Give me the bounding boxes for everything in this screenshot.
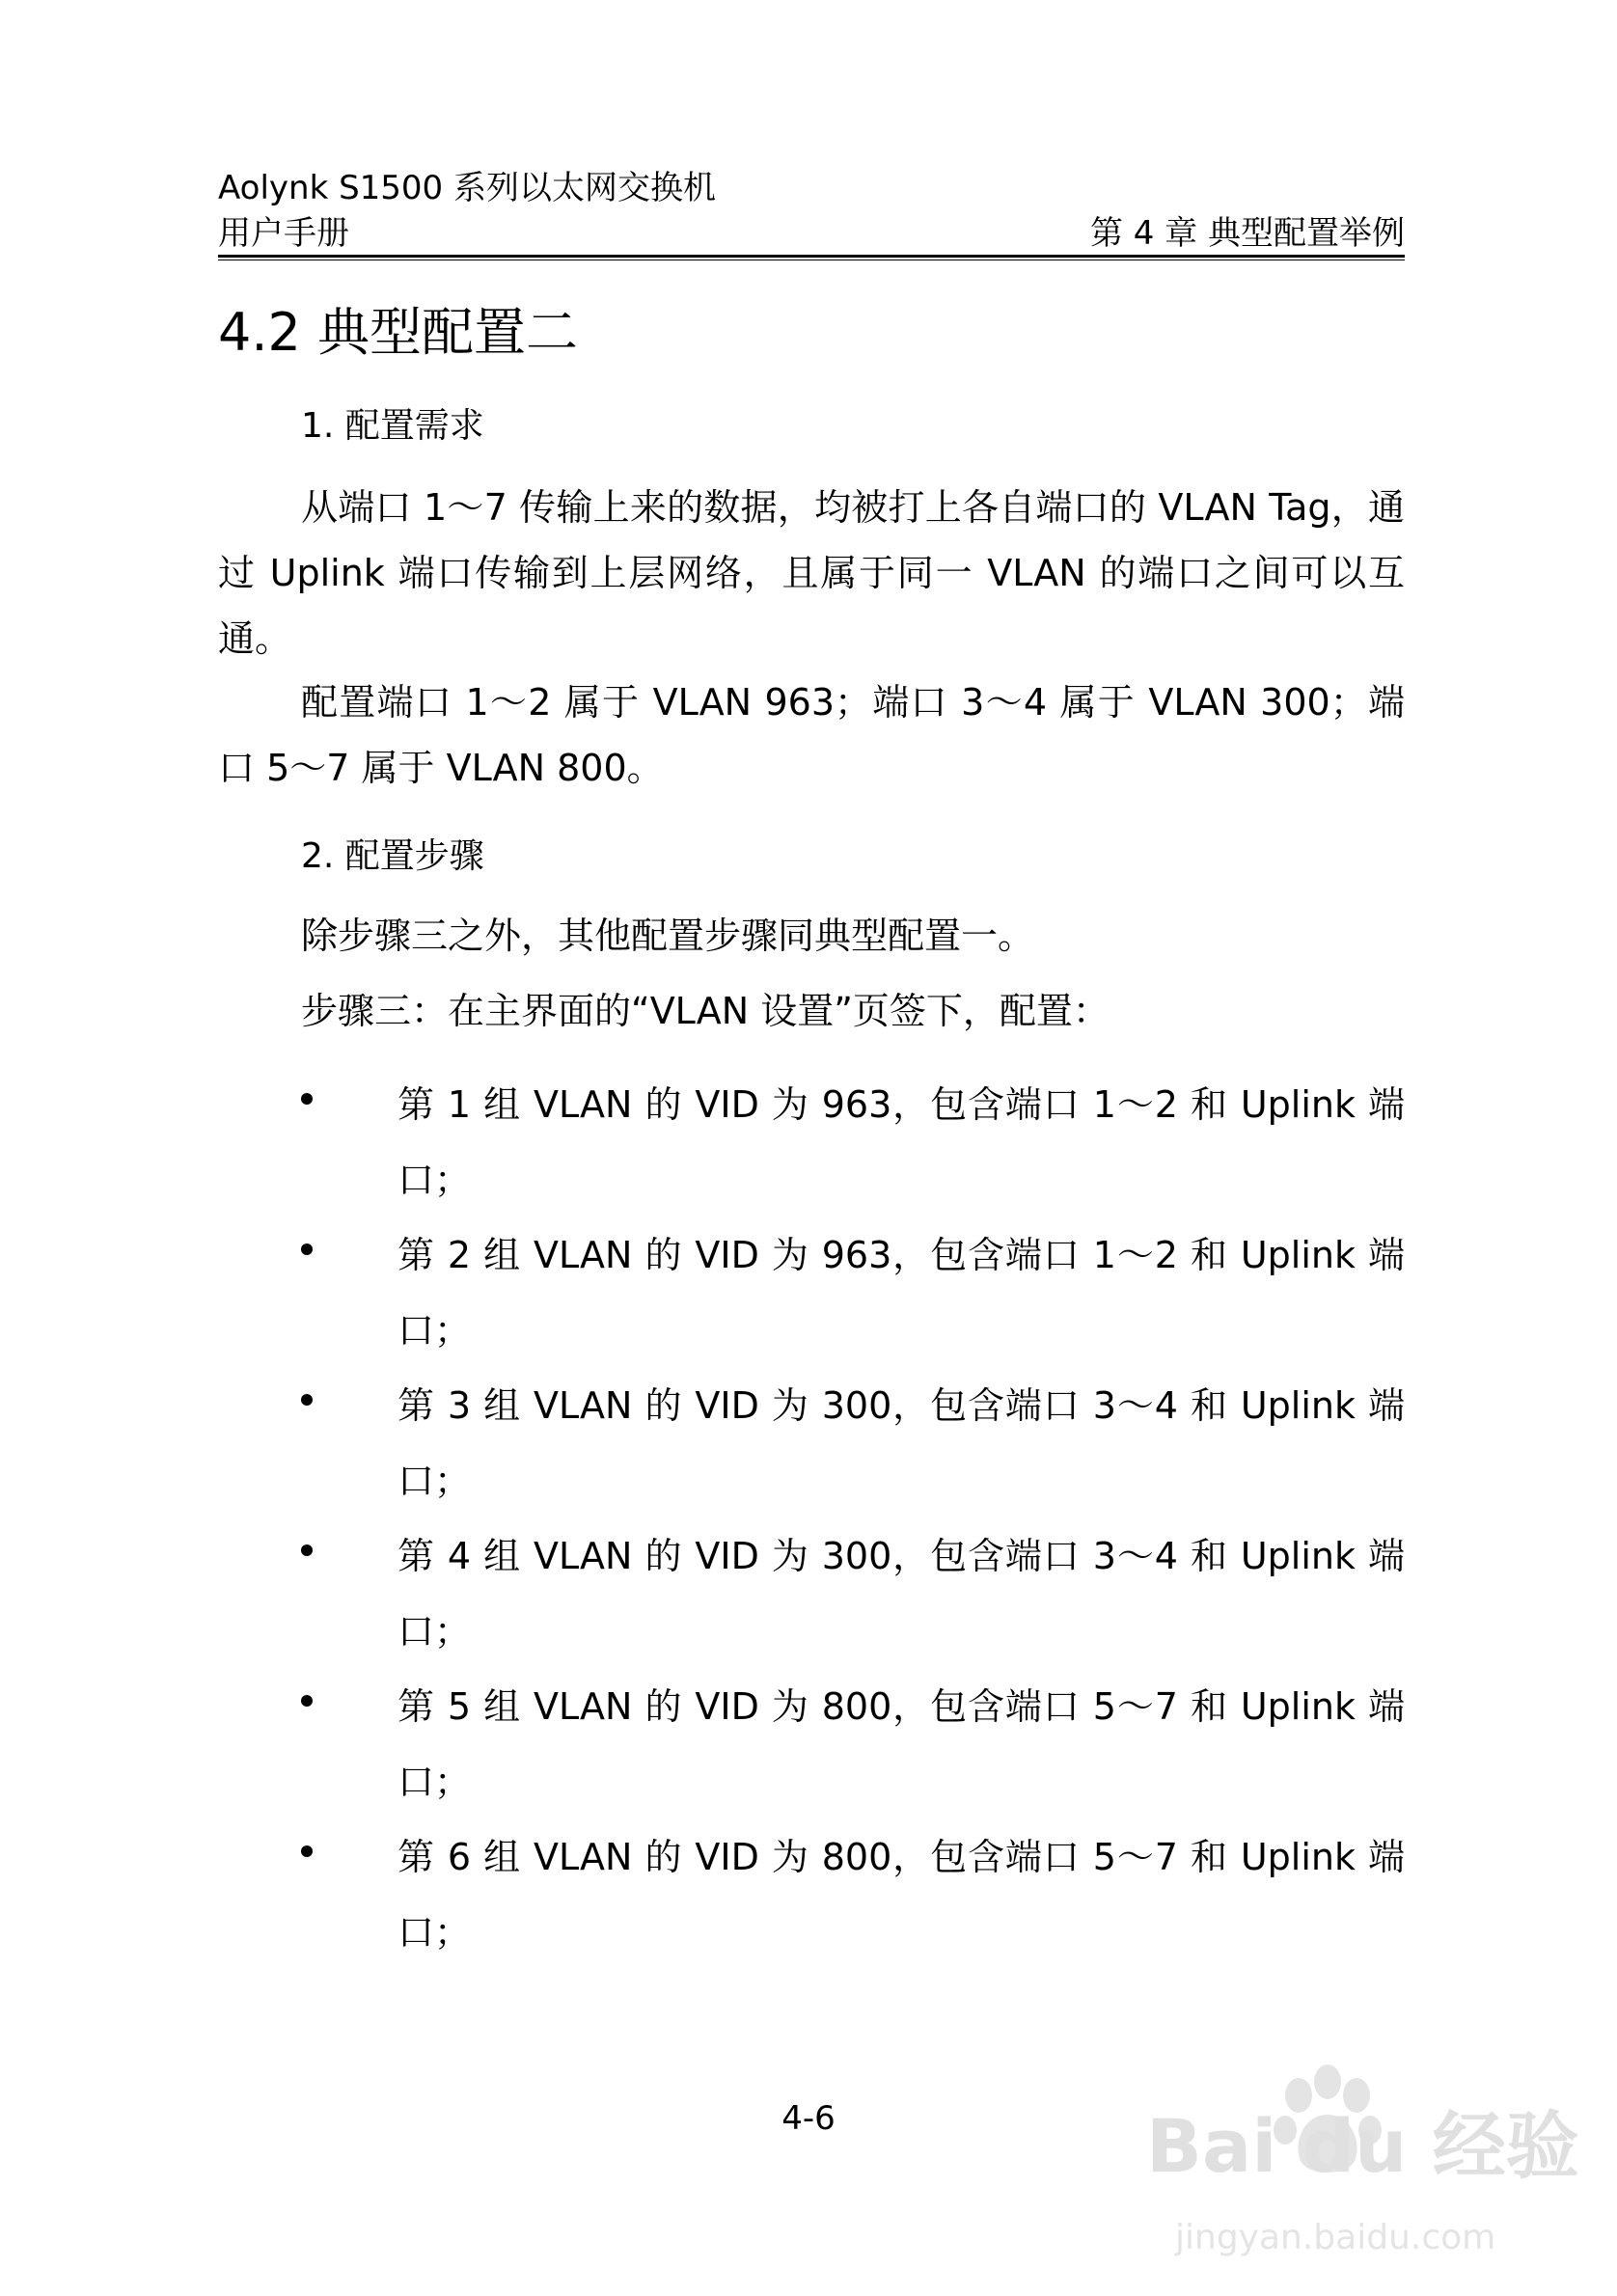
baidu-jingyan-watermark	[1146, 2055, 1579, 2286]
header-title: Aolynk S1500 系列以太网交换机	[218, 169, 716, 207]
header-subtitle: 用户手册	[218, 214, 349, 253]
bullet-icon	[301, 1695, 313, 1707]
paragraph-requirements: 从端口 1～7 传输上来的数据，均被打上各自端口的 VLAN Tag，通过 Uplink 端口传输到上层网络，且属于同一 VLAN 的端口之间可以互通。	[218, 486, 1405, 660]
bullet-icon	[301, 1093, 313, 1105]
header-chapter: 第 4 章 典型配置举例	[1089, 214, 1405, 253]
paragraph-vlan-assignment: 配置端口 1～2 属于 VLAN 963；端口 3～4 属于 VLAN 300；端口 5～7 属于 VLAN 800。	[218, 681, 1405, 789]
list-item-text: 第 1 组 VLAN 的 VID 为 963，包含端口 1～2 和 Uplink 端口；	[397, 1083, 1405, 1201]
page-number: 4-6	[781, 2099, 836, 2138]
subsection-heading-requirements: 1. 配置需求	[301, 406, 484, 446]
section-title: 4.2 典型配置二	[218, 302, 579, 363]
watermark-logo: Bai du 经验	[1146, 2103, 1579, 2189]
list-item	[218, 1518, 1405, 1669]
bullet-icon	[301, 1845, 313, 1857]
list-item	[218, 1819, 1405, 1970]
header-divider	[218, 255, 1405, 260]
subsection-heading-steps: 2. 配置步骤	[301, 836, 484, 876]
list-item	[218, 1217, 1405, 1368]
list-item	[218, 1669, 1405, 1819]
list-item-text: 第 6 组 VLAN 的 VID 为 800，包含端口 5～7 和 Uplink 端口；	[397, 1836, 1405, 1954]
watermark-url: jingyan.baidu.com	[1175, 2218, 1496, 2257]
list-item-text: 第 2 组 VLAN 的 VID 为 963，包含端口 1～2 和 Uplink 端口；	[397, 1234, 1405, 1352]
list-item-text: 第 3 组 VLAN 的 VID 为 300，包含端口 3～4 和 Uplink 端口；	[397, 1384, 1405, 1502]
list-item-text: 第 4 组 VLAN 的 VID 为 300，包含端口 3～4 和 Uplink 端口；	[397, 1535, 1405, 1653]
list-item-text: 第 5 组 VLAN 的 VID 为 800，包含端口 5～7 和 Uplink 端口；	[397, 1685, 1405, 1803]
step-three: 步骤三：在主界面的“VLAN 设置”页签下，配置：	[301, 990, 1110, 1032]
bullet-icon	[301, 1544, 313, 1556]
list-item	[218, 1368, 1405, 1518]
bullet-icon	[301, 1394, 313, 1406]
bullet-icon	[301, 1244, 313, 1255]
list-item	[218, 1067, 1405, 1217]
vlan-group-list	[218, 1067, 1405, 1970]
steps-intro: 除步骤三之外，其他配置步骤同典型配置一。	[301, 915, 1035, 957]
